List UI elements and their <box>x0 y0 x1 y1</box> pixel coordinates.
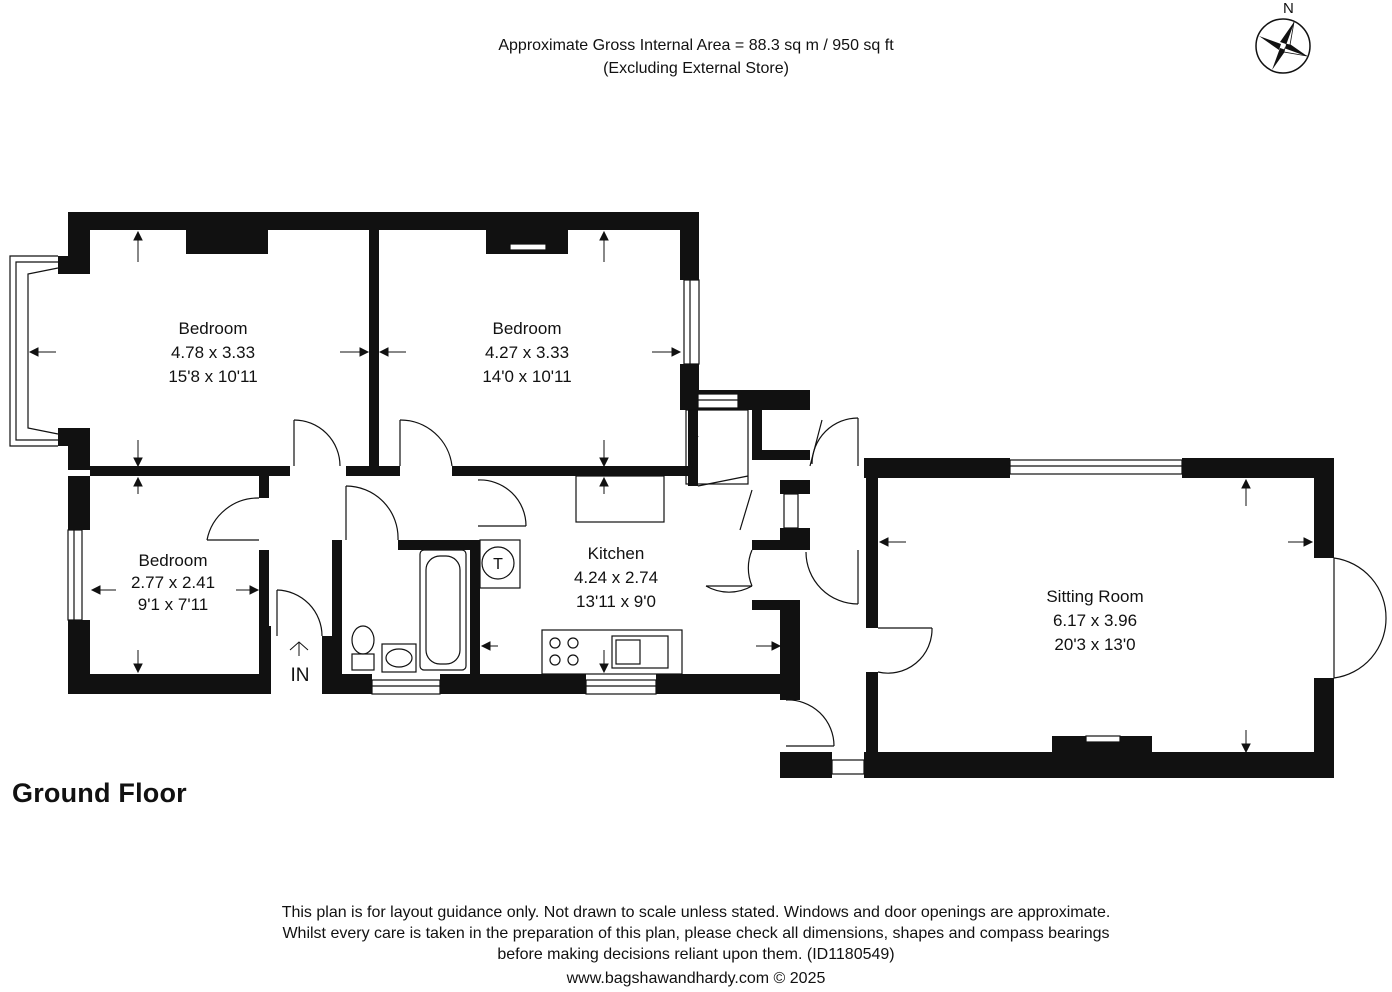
room-imperial: 9'1 x 7'11 <box>137 595 209 614</box>
room-imperial: 13'11 x 9'0 <box>576 592 656 611</box>
room-name: Kitchen <box>587 544 645 563</box>
room-bedroom-3 <box>131 551 215 614</box>
compass-north-label: N <box>1283 0 1294 17</box>
room-imperial: 15'8 x 10'11 <box>168 367 258 386</box>
floor-name: Ground Floor <box>12 778 187 808</box>
disclaimer-line-3: before making decisions reliant upon them. (ID1180549) <box>497 946 895 963</box>
room-name: Sitting Room <box>1046 587 1144 606</box>
disclaimer-line-2: Whilst every care is taken in the preparation of this plan, please check all dimensions, shapes and compass bearings <box>282 925 1110 942</box>
toilet-icon <box>352 626 374 670</box>
room-bedroom-1 <box>168 319 257 386</box>
bathtub-icon <box>420 550 466 670</box>
website-copyright: www.bagshawandhardy.com © 2025 <box>566 970 826 987</box>
room-metric: 4.27 x 3.33 <box>484 343 570 362</box>
area-note: (Excluding External Store) <box>603 60 789 77</box>
room-name: Bedroom <box>492 319 562 338</box>
room-name: Bedroom <box>178 319 248 338</box>
disclaimer-line-1: This plan is for layout guidance only. Not drawn to scale unless stated. Windows and door openings are approximate. <box>281 904 1111 921</box>
room-bedroom-2 <box>482 319 571 386</box>
hob-icon <box>550 638 578 665</box>
room-imperial: 20'3 x 13'0 <box>1054 635 1136 654</box>
sink-icon <box>612 636 668 668</box>
room-metric: 6.17 x 3.96 <box>1052 611 1138 630</box>
tank-label: T <box>493 556 503 573</box>
room-imperial: 14'0 x 10'11 <box>482 367 572 386</box>
entrance-label: IN <box>290 665 310 686</box>
area-summary: Approximate Gross Internal Area = 88.3 sq m / 950 sq ft <box>498 37 894 54</box>
room-sitting-room <box>1046 587 1143 654</box>
room-metric: 4.78 x 3.33 <box>170 343 256 362</box>
room-metric: 4.24 x 2.74 <box>573 568 659 587</box>
room-name: Bedroom <box>138 551 208 570</box>
compass-rose-icon <box>1256 19 1310 73</box>
basin-icon <box>382 644 416 672</box>
room-metric: 2.77 x 2.41 <box>130 573 216 592</box>
room-kitchen <box>574 544 658 611</box>
